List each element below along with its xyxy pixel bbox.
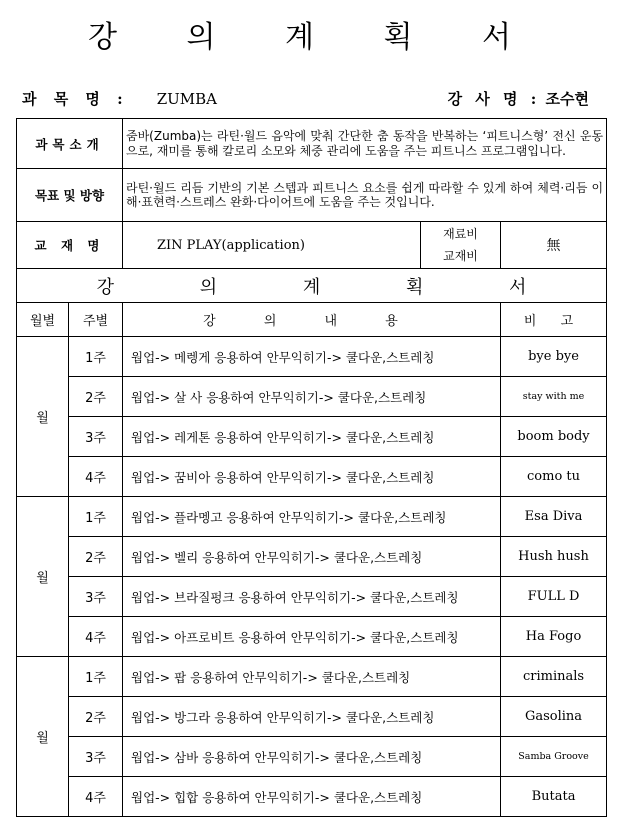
- header-week: 주별: [69, 303, 123, 337]
- instructor-line: [448, 88, 589, 109]
- song-note: bye bye: [501, 337, 607, 377]
- subject-label: 과 목 명 :: [22, 90, 129, 108]
- week-label: 2주: [69, 697, 123, 737]
- fee-labels: [421, 222, 501, 269]
- table-row: [17, 537, 607, 577]
- table-row: [17, 497, 607, 537]
- week-label: 3주: [69, 737, 123, 777]
- instructor-value: 조수현: [545, 90, 589, 108]
- lesson-content: 웜업-> 아프로비트 응용하여 안무익히기-> 쿨다운,스트레칭: [123, 617, 501, 657]
- lesson-content: 웜업-> 팝 응용하여 안무익히기-> 쿨다운,스트레칭: [123, 657, 501, 697]
- lesson-content: 웜업-> 벨리 응용하여 안무익히기-> 쿨다운,스트레칭: [123, 537, 501, 577]
- header-month: 월별: [17, 303, 69, 337]
- fee-value: 無: [501, 222, 607, 269]
- week-label: 4주: [69, 457, 123, 497]
- week-label: 1주: [69, 497, 123, 537]
- song-note: Hush hush: [501, 537, 607, 577]
- table-row: [17, 457, 607, 497]
- syllabus-table: [16, 118, 607, 817]
- table-row: [17, 697, 607, 737]
- lesson-content: 웜업-> 레게톤 응용하여 안무익히기-> 쿨다운,스트레칭: [123, 417, 501, 457]
- header-note: 비 고: [501, 303, 607, 337]
- song-note: boom body: [501, 417, 607, 457]
- table-row: [17, 617, 607, 657]
- month-label: 월: [17, 337, 69, 497]
- goal-label: 목표 및 방향: [17, 169, 123, 222]
- song-note: stay with me: [501, 377, 607, 417]
- song-note: Esa Diva: [501, 497, 607, 537]
- fee-label-textbook: 교재비: [443, 249, 478, 263]
- table-row: [17, 657, 607, 697]
- song-note: Ha Fogo: [501, 617, 607, 657]
- plan-header-row: [17, 303, 607, 337]
- table-row: [17, 577, 607, 617]
- intro-text: 줌바(Zumba)는 라틴·월드 음악에 맞춰 간단한 춤 동작을 반복하는 ‘피트니스형’ 전신 운동으로, 재미를 통해 칼로리 소모와 체중 관리에 도움을 주는 피트니스 프로그램입니다.: [123, 119, 607, 169]
- lesson-content: 웜업-> 꿈비아 응용하여 안무익히기-> 쿨다운,스트레칭: [123, 457, 501, 497]
- subject-line: [22, 88, 217, 109]
- intro-row: [17, 119, 607, 169]
- song-note: Samba Groove: [501, 737, 607, 777]
- intro-label: 과목소개: [17, 119, 123, 169]
- week-label: 1주: [69, 657, 123, 697]
- table-row: [17, 417, 607, 457]
- week-label: 4주: [69, 777, 123, 817]
- month-label: 월: [17, 657, 69, 817]
- lesson-content: 웜업-> 브라질펑크 응용하여 안무익히기-> 쿨다운,스트레칭: [123, 577, 501, 617]
- week-label: 3주: [69, 577, 123, 617]
- song-note: FULL D: [501, 577, 607, 617]
- textbook-row: [17, 222, 607, 269]
- song-note: como tu: [501, 457, 607, 497]
- instructor-label: 강 사 명 :: [447, 90, 541, 108]
- table-row: [17, 377, 607, 417]
- table-row: [17, 337, 607, 377]
- song-note: criminals: [501, 657, 607, 697]
- song-note: Butata: [501, 777, 607, 817]
- week-label: 2주: [69, 537, 123, 577]
- week-label: 3주: [69, 417, 123, 457]
- lesson-content: 웜업-> 방그라 응용하여 안무익히기-> 쿨다운,스트레칭: [123, 697, 501, 737]
- document-title: 강 의 계 획 서: [87, 20, 542, 55]
- table-row: [17, 737, 607, 777]
- month-label: 월: [17, 497, 69, 657]
- subject-value: ZUMBA: [156, 90, 217, 108]
- week-label: 1주: [69, 337, 123, 377]
- lesson-content: 웜업-> 살 사 응용하여 안무익히기-> 쿨다운,스트레칭: [123, 377, 501, 417]
- goal-text: 라틴·월드 리듬 기반의 기본 스텝과 피트니스 요소를 쉽게 따라할 수 있게 하여 체력·리듬 이해·표현력·스트레스 완화·다이어트에 도움을 주는 것입니다.: [123, 169, 607, 222]
- week-label: 4주: [69, 617, 123, 657]
- plan-title: 강 의 계 획 서: [17, 269, 607, 303]
- fee-label-material: 재료비: [443, 227, 478, 241]
- header-content: 강 의 내 용: [123, 303, 501, 337]
- lesson-content: 웜업-> 플라멩고 응용하여 안무익히기-> 쿨다운,스트레칭: [123, 497, 501, 537]
- goal-row: [17, 169, 607, 222]
- lesson-content: 웜업-> 삼바 응용하여 안무익히기-> 쿨다운,스트레칭: [123, 737, 501, 777]
- table-row: [17, 777, 607, 817]
- textbook-label: 교 재 명: [17, 222, 123, 269]
- lesson-content: 웜업-> 힙합 응용하여 안무익히기-> 쿨다운,스트레칭: [123, 777, 501, 817]
- plan-title-row: [17, 269, 607, 303]
- song-note: Gasolina: [501, 697, 607, 737]
- week-label: 2주: [69, 377, 123, 417]
- lesson-content: 웜업-> 메렝게 응용하여 안무익히기-> 쿨다운,스트레칭: [123, 337, 501, 377]
- textbook-value: ZIN PLAY(application): [123, 222, 421, 269]
